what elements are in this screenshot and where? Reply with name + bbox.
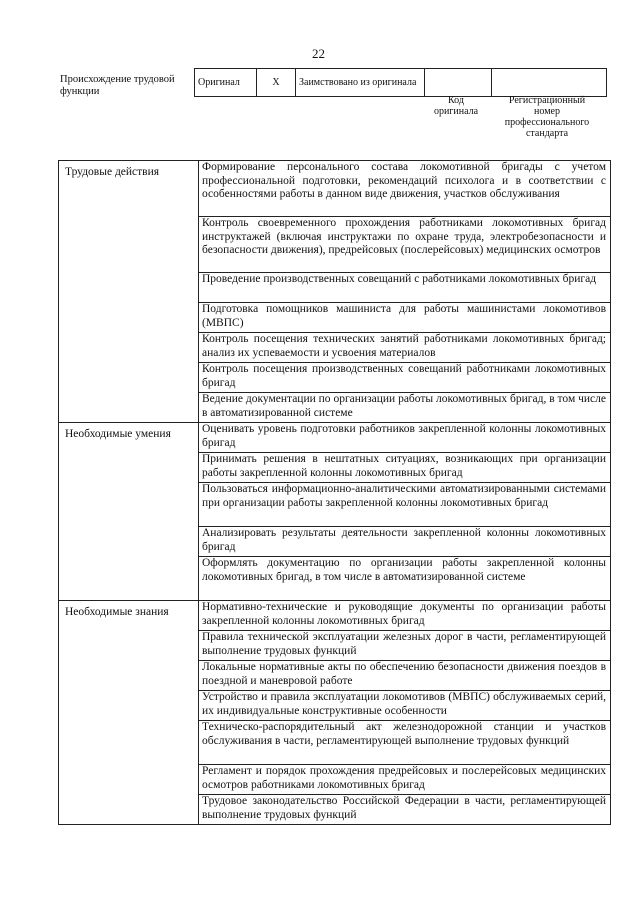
borrowed-label: Заимствовано из оригинала bbox=[296, 69, 425, 97]
reg-label: Регистрационный номер профессионального стандарта bbox=[504, 95, 590, 139]
table-row: Регламент и порядок прохождения предрейсовых и послерейсовых медицинских осмотров работниками локомотивных бригад bbox=[199, 765, 610, 795]
original-mark: X bbox=[257, 69, 296, 97]
table-row: Трудовое законодательство Российской Федерации в части, регламентирующей выполнение трудовых функций bbox=[202, 795, 606, 821]
code-cell bbox=[425, 69, 492, 97]
table-row: Нормативно-технические и руководящие документы по организации работы закрепленной колонны локомотивных бригад bbox=[199, 601, 610, 631]
reg-number-cell bbox=[492, 69, 607, 97]
table-row: Ведение документации по организации работы локомотивных бригад, в том числе в автоматизированной системе bbox=[202, 393, 606, 419]
table-row: Техническо-распорядительный акт железнодорожной станции и участков обслуживания в части, регламентирующей выполнение трудовых функций bbox=[199, 721, 610, 765]
table-row: Локальные нормативные акты по обеспечению безопасности движения поездов в поездной и маневровой работе bbox=[199, 661, 610, 691]
table-row: Анализировать результаты деятельности закрепленной колонны локомотивных бригад bbox=[199, 527, 610, 557]
section-label: Трудовые действия bbox=[59, 161, 199, 422]
table-row: Принимать решения в нештатных ситуациях, возникающих при организации работы закрепленной колонны локомотивных бригад bbox=[199, 453, 610, 483]
table-row: Оценивать уровень подготовки работников закрепленной колонны локомотивных бригад bbox=[199, 423, 610, 453]
table-row: Контроль посещения производственных совещаний работниками локомотивных бригад bbox=[199, 363, 610, 393]
page-number: 22 bbox=[312, 46, 325, 61]
table-row: Контроль своевременного прохождения работниками локомотивных бригад инструктажей (включая инструктажи по охране труда, электробезопасности и безопасности движения), предрейсовых (послерейсовых) медицинских осмотров bbox=[199, 217, 610, 273]
section-label: Необходимые умения bbox=[59, 423, 199, 600]
code-label: Код оригинала bbox=[433, 95, 479, 117]
section-knowledge bbox=[59, 601, 610, 825]
origin-table bbox=[194, 68, 607, 97]
table-row: Контроль посещения технических занятий работниками локомотивных бригад; анализ их успеваемости и усвоения материалов bbox=[199, 333, 610, 363]
table-row: Подготовка помощников машиниста для работы машинистами локомотивов (МВПС) bbox=[199, 303, 610, 333]
table-row: Устройство и правила эксплуатации локомотивов (МВПС) обслуживаемых серий, их индивидуальные конструктивные особенности bbox=[199, 691, 610, 721]
section-skills bbox=[59, 423, 610, 601]
table-row: Правила технической эксплуатации железных дорог в части, регламентирующей выполнение трудовых функций bbox=[199, 631, 610, 661]
table-row: Проведение производственных совещаний с работниками локомотивных бригад bbox=[199, 273, 610, 303]
table-row: Пользоваться информационно-аналитическими автоматизированными системами при организации работы закрепленной колонны локомотивных бригад bbox=[199, 483, 610, 527]
original-label: Оригинал bbox=[195, 69, 257, 97]
section-label: Необходимые знания bbox=[59, 601, 199, 824]
function-table bbox=[58, 160, 611, 825]
section-labor-actions bbox=[59, 161, 610, 423]
origin-label: Происхождение трудовой функции bbox=[60, 74, 175, 97]
table-row: Оформлять документацию по организации работы закрепленной колонны локомотивных бригад, в том числе в автоматизированной системе bbox=[202, 557, 606, 583]
table-row: Формирование персонального состава локомотивной бригады с учетом профессиональной подготовки, рекомендаций психолога и в соответствии с особенностями работы в данном виде движения, участков обслуживания bbox=[199, 161, 610, 217]
